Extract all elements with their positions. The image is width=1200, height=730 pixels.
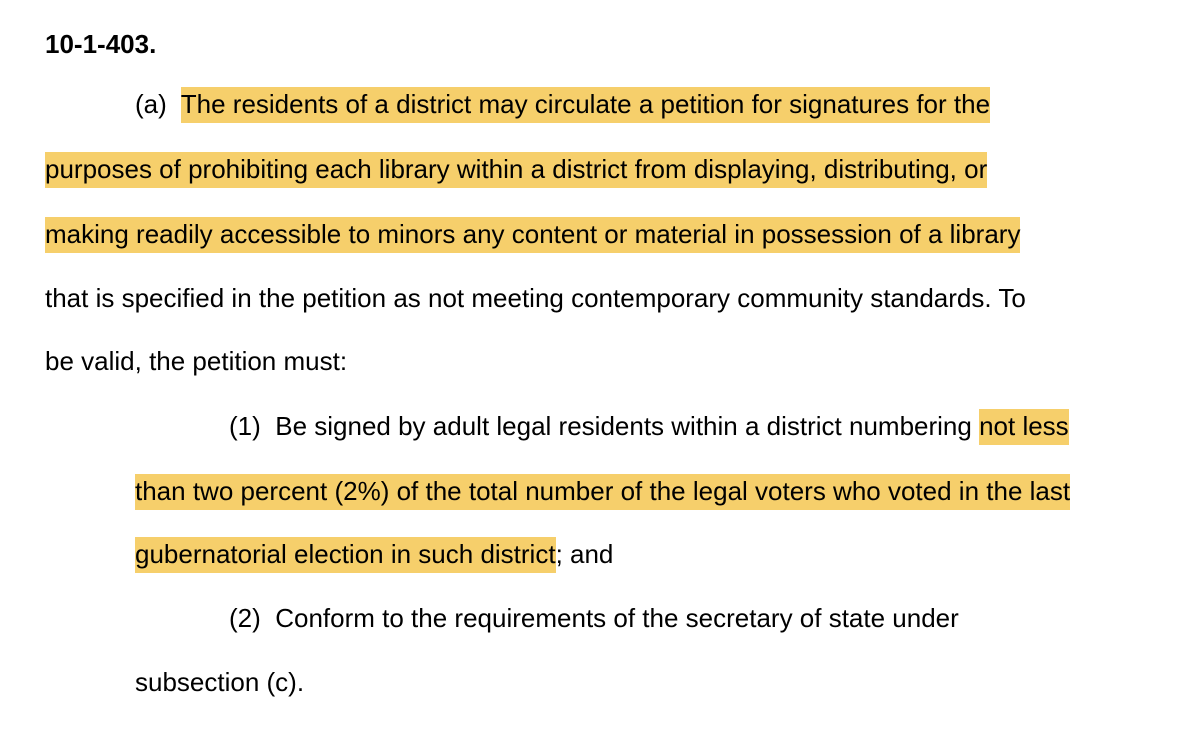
item-1-text: Be signed by adult legal residents within a district numbering — [275, 411, 972, 441]
section-number: 10-1-403. — [45, 29, 157, 59]
item-2-line-1 — [229, 603, 959, 633]
subsection-a-line-4: that is specified in the petition as not meeting contemporary community standards. To — [45, 283, 1026, 313]
subsection-a-line-5: be valid, the petition must: — [45, 346, 348, 376]
highlighted-text: The residents of a district may circulate a petition for signatures for the — [181, 87, 990, 123]
highlighted-text: than two percent (2%) of the total number of the legal voters who voted in the last — [135, 474, 1070, 510]
highlighted-text: making readily accessible to minors any content or material in possession of a library — [45, 217, 1020, 253]
highlighted-text: purposes of prohibiting each library within a district from displaying, distributing, or — [45, 152, 987, 188]
item-1-line-1 — [229, 411, 1069, 441]
highlighted-text: gubernatorial election in such district — [135, 537, 556, 573]
subsection-a-line-2 — [45, 154, 987, 184]
highlighted-text: not less — [979, 409, 1069, 445]
item-1-line-3 — [135, 539, 613, 569]
item-2-marker: (2) — [229, 603, 261, 633]
subsection-a-line-1 — [135, 89, 990, 119]
item-1-marker: (1) — [229, 411, 261, 441]
item-2-line-2: subsection (c). — [135, 667, 305, 697]
item-2-text: Conform to the requirements of the secretary of state under — [275, 603, 959, 633]
subsection-a-line-3 — [45, 219, 1020, 249]
item-1-text: ; and — [555, 539, 614, 569]
subsection-a-marker: (a) — [135, 89, 167, 119]
item-1-line-2 — [135, 476, 1070, 506]
